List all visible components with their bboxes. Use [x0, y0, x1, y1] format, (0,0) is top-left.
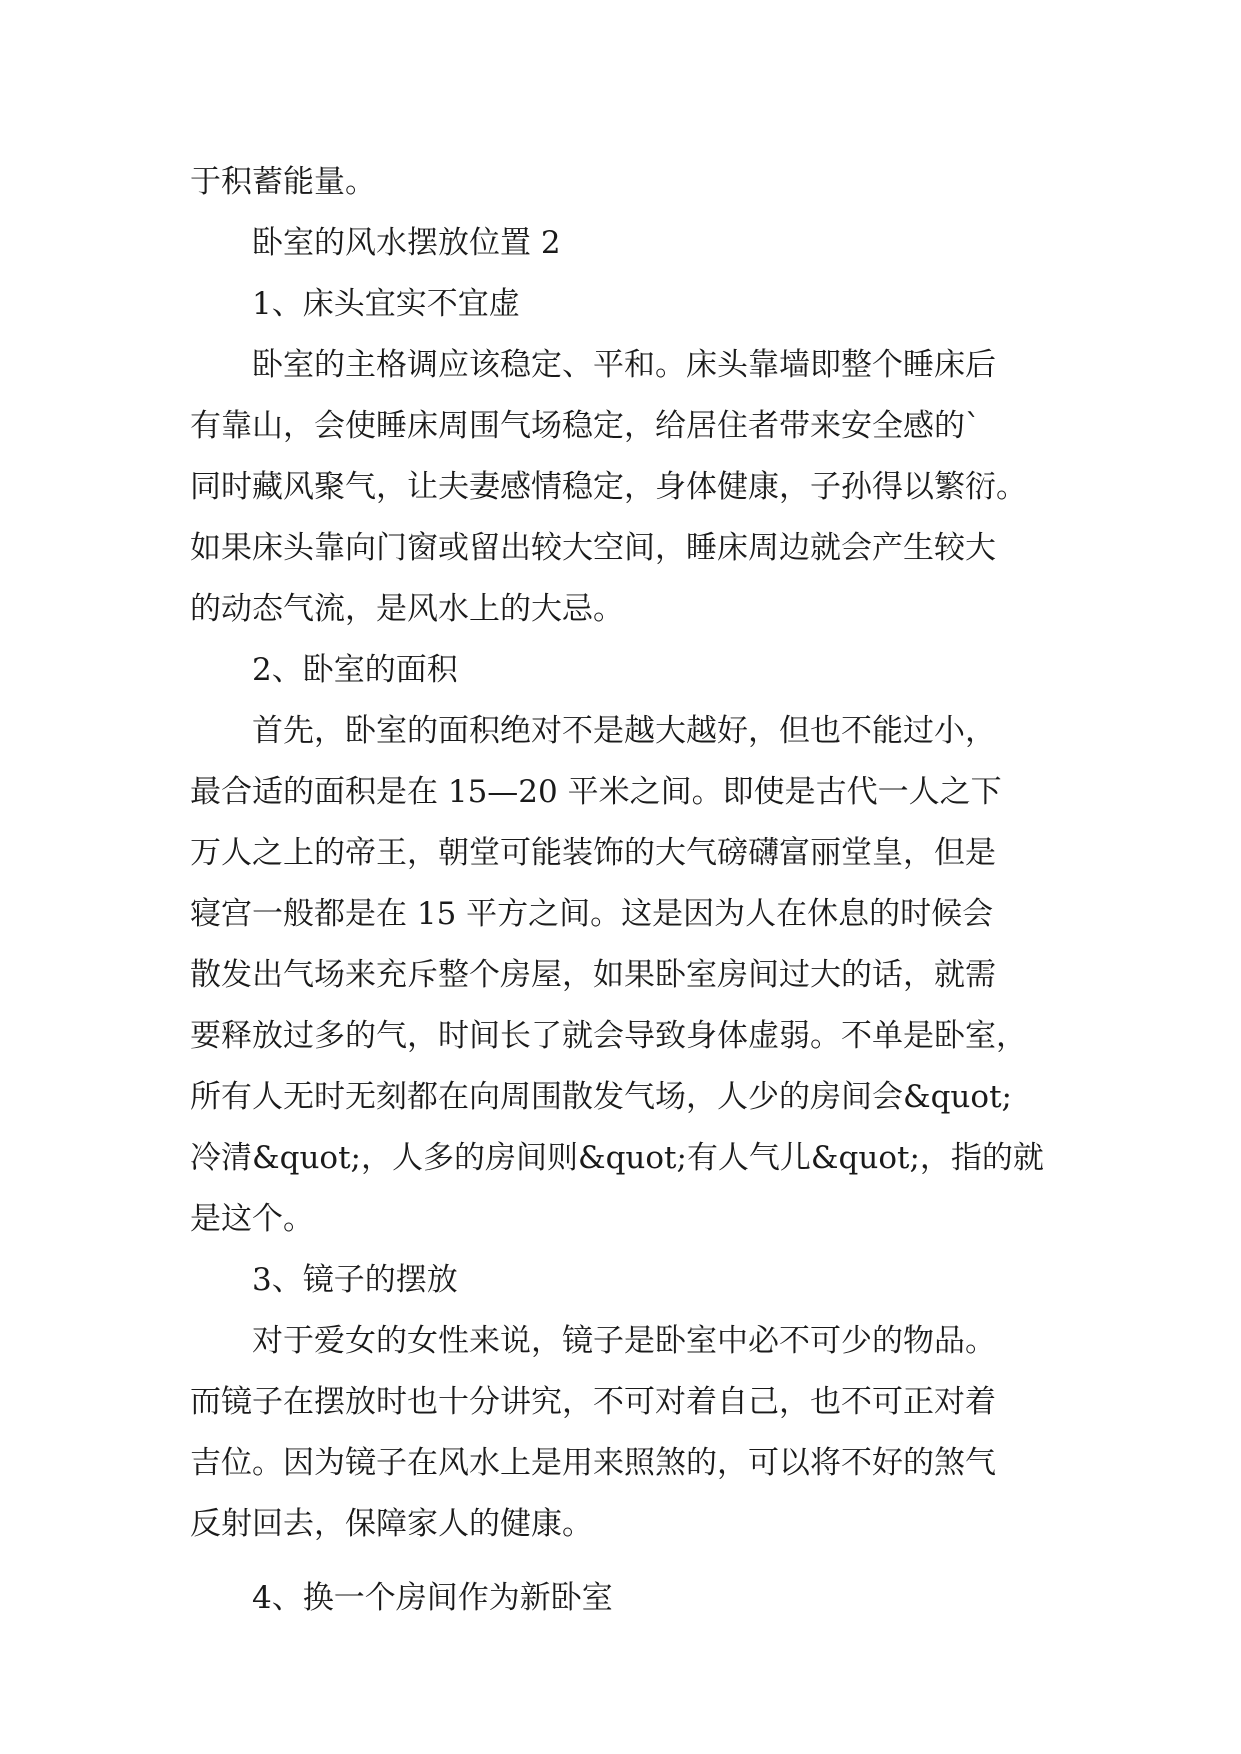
- paragraph-line: 于积蓄能量。: [190, 164, 376, 200]
- body-text: [190, 152, 1050, 1629]
- paragraph-line: 是这个。: [190, 1201, 314, 1237]
- paragraph-gap: [190, 1555, 1050, 1568]
- paragraph-line: 反射回去，保障家人的健康。: [190, 1506, 593, 1542]
- section-title: 卧室的风水摆放位置 2: [252, 225, 561, 261]
- paragraph-line: 有靠山，会使睡床周围气场稳定，给居住者带来安全感的`: [190, 408, 981, 444]
- paragraph-line: 要释放过多的气，时间长了就会导致身体虚弱。不单是卧室，: [190, 1018, 1027, 1054]
- subheading: 4、换一个房间作为新卧室: [252, 1580, 613, 1616]
- paragraph-line: 卧室的主格调应该稳定、平和。床头靠墙即整个睡床后: [252, 347, 996, 383]
- paragraph-line: 所有人无时无刻都在向周围散发气场，人少的房间会&quot;: [190, 1079, 1012, 1115]
- paragraph-line: 同时藏风聚气，让夫妻感情稳定，身体健康，子孙得以繁衍。: [190, 469, 1027, 505]
- paragraph-line: 冷清&quot;，人多的房间则&quot;有人气儿&quot;，指的就: [190, 1140, 1044, 1176]
- paragraph-line: 散发出气场来充斥整个房屋，如果卧室房间过大的话，就需: [190, 957, 996, 993]
- subheading: 2、卧室的面积: [252, 652, 458, 688]
- subheading: 3、镜子的摆放: [252, 1262, 458, 1298]
- paragraph-line: 如果床头靠向门窗或留出较大空间，睡床周边就会产生较大: [190, 530, 996, 566]
- paragraph-line: 万人之上的帝王，朝堂可能装饰的大气磅礴富丽堂皇，但是: [190, 835, 996, 871]
- paragraph-line: 而镜子在摆放时也十分讲究，不可对着自己，也不可正对着: [190, 1384, 996, 1420]
- paragraph-line: 吉位。因为镜子在风水上是用来照煞的，可以将不好的煞气: [190, 1445, 996, 1481]
- paragraph-line: 首先，卧室的面积绝对不是越大越好，但也不能过小，: [252, 713, 996, 749]
- paragraph-line: 的动态气流，是风水上的大忌。: [190, 591, 624, 627]
- paragraph-line: 对于爱女的女性来说，镜子是卧室中必不可少的物品。: [252, 1323, 996, 1359]
- paragraph-line: 最合适的面积是在 15—20 平米之间。即使是古代一人之下: [190, 774, 1002, 810]
- subheading: 1、床头宜实不宜虚: [252, 286, 520, 322]
- paragraph-line: 寝宫一般都是在 15 平方之间。这是因为人在休息的时候会: [190, 896, 994, 932]
